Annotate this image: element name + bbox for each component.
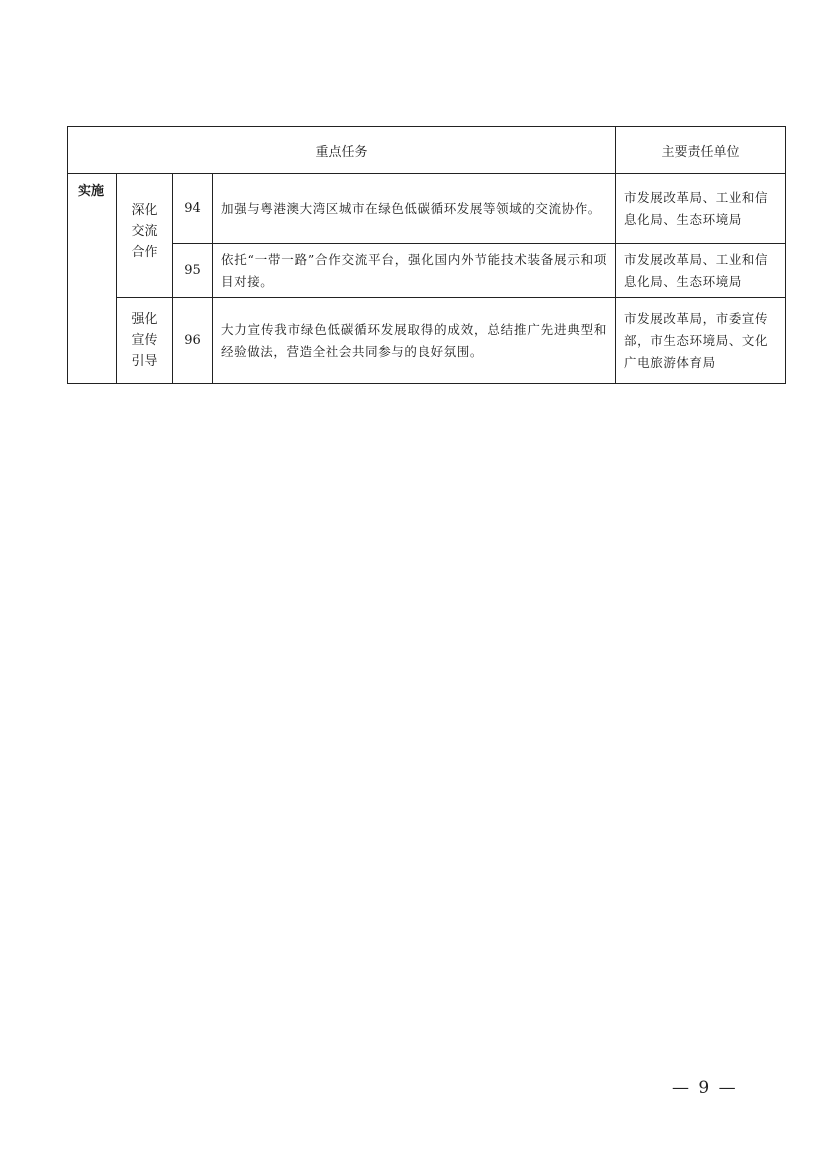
task-number: 95 <box>173 244 213 298</box>
responsible-units: 市发展改革局、工业和信息化局、生态环境局 <box>616 174 786 244</box>
subcategory-line: 深化 <box>131 203 158 218</box>
subcategory-cell <box>117 174 173 298</box>
header-responsible: 主要责任单位 <box>616 127 786 174</box>
header-task: 重点任务 <box>68 127 616 174</box>
subcategory-cell <box>117 298 173 384</box>
table-header-row <box>68 127 786 174</box>
task-table <box>67 126 786 384</box>
page-number: — 9 — <box>672 1078 738 1098</box>
task-text: 依托“一带一路”合作交流平台，强化国内外节能技术装备展示和项目对接。 <box>213 244 616 298</box>
task-number: 96 <box>173 298 213 384</box>
subcategory-line: 交流 <box>131 224 158 239</box>
subcategory-line: 合作 <box>131 245 158 260</box>
task-number: 94 <box>173 174 213 244</box>
table-row <box>68 244 786 298</box>
task-text: 大力宣传我市绿色低碳循环发展取得的成效，总结推广先进典型和经验做法，营造全社会共同参与的良好氛围。 <box>213 298 616 384</box>
category-cell: 实施 <box>68 174 117 384</box>
subcategory-line: 引导 <box>131 354 158 369</box>
table-row <box>68 174 786 244</box>
responsible-units: 市发展改革局、工业和信息化局、生态环境局 <box>616 244 786 298</box>
subcategory-line: 强化 <box>131 312 158 327</box>
task-text: 加强与粤港澳大湾区城市在绿色低碳循环发展等领域的交流协作。 <box>213 174 616 244</box>
responsible-units: 市发展改革局，市委宣传部，市生态环境局、文化广电旅游体育局 <box>616 298 786 384</box>
subcategory-line: 宣传 <box>131 333 158 348</box>
table-row <box>68 298 786 384</box>
